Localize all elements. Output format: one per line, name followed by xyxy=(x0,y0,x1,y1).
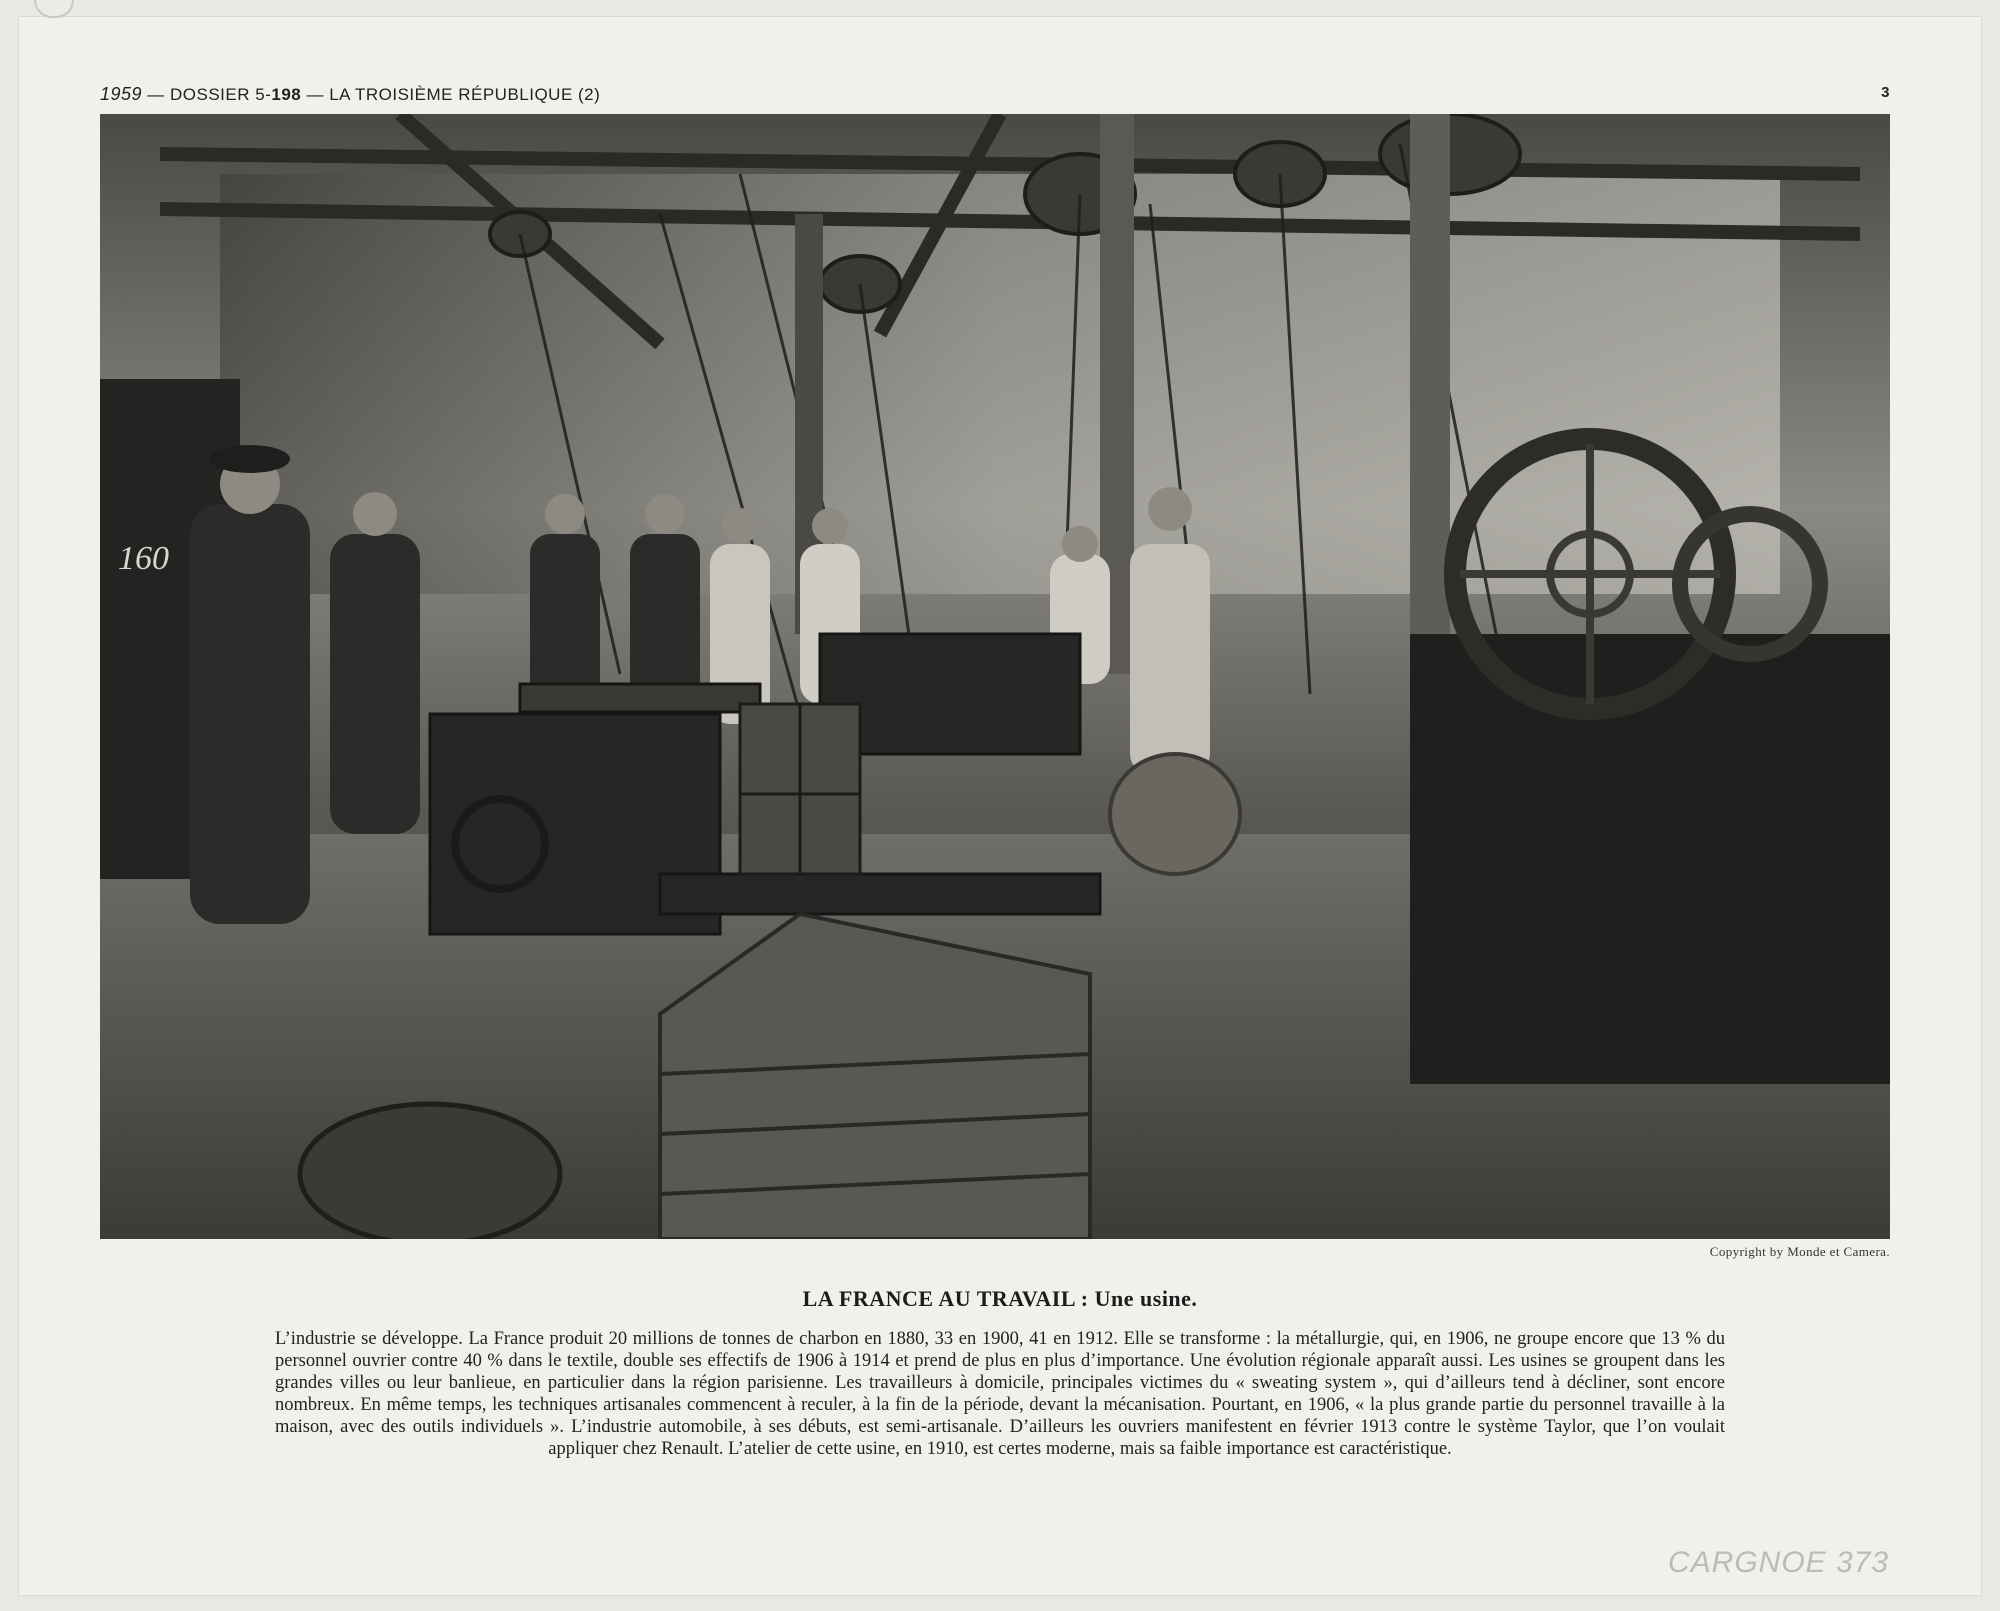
caption-title: LA FRANCE AU TRAVAIL : Une usine. xyxy=(802,1286,1198,1311)
header-left xyxy=(100,84,600,105)
photo-illustration xyxy=(100,114,1890,1239)
caption-text: L’industrie se développe. La France produit 20 millions de tonnes de charbon en 1880, 33 en 1900, 41 en 1912. Elle se transforme : la métallurgie, qui, en 1906, ne groupe encore que 13 % du personnel ouvrier contre 40 % dans le textile, double ses effectifs de 1906 à 1914 et prend de plus en plus d’importance. Une évolution régionale apparaît aussi. Les usines se groupent dans les grandes villes ou leur banlieue, en particulier dans la région parisienne. Les travailleurs à domicile, principales victimes du « sweating system », qui d’ailleurs tend à décliner, sont encore nombreux. En même temps, les techniques artisanales commencent à reculer, à la fin de la période, devant la mécanisation. Pourtant, en 1906, « la plus grande partie du personnel travaille à la maison, avec des outils individuels ». L’industrie automobile, à ses débuts, est semi-artisanale. D’ailleurs les ouvriers manifestent en février 1913 contre le système Taylor, que l’on voulait appliquer chez Renault. L’atelier de cette usine, en 1910, est certes moderne, mais sa faible importance est caractéristique. xyxy=(275,1329,1725,1459)
header-year: 1959 xyxy=(100,84,143,104)
copyright-note: Copyright by Monde et Camera. xyxy=(1709,1244,1890,1259)
page-header xyxy=(100,84,1890,110)
factory-workshop-photo xyxy=(100,114,1890,1239)
header-dossier: — DOSSIER 5-198 xyxy=(147,85,302,104)
chalk-number: 160 xyxy=(118,540,169,577)
archive-stamp: CARGNOE 373 xyxy=(1668,1546,1890,1579)
header-series: — LA TROISIÈME RÉPUBLIQUE (2) xyxy=(306,85,601,104)
page-number: 3 xyxy=(1881,84,1890,101)
